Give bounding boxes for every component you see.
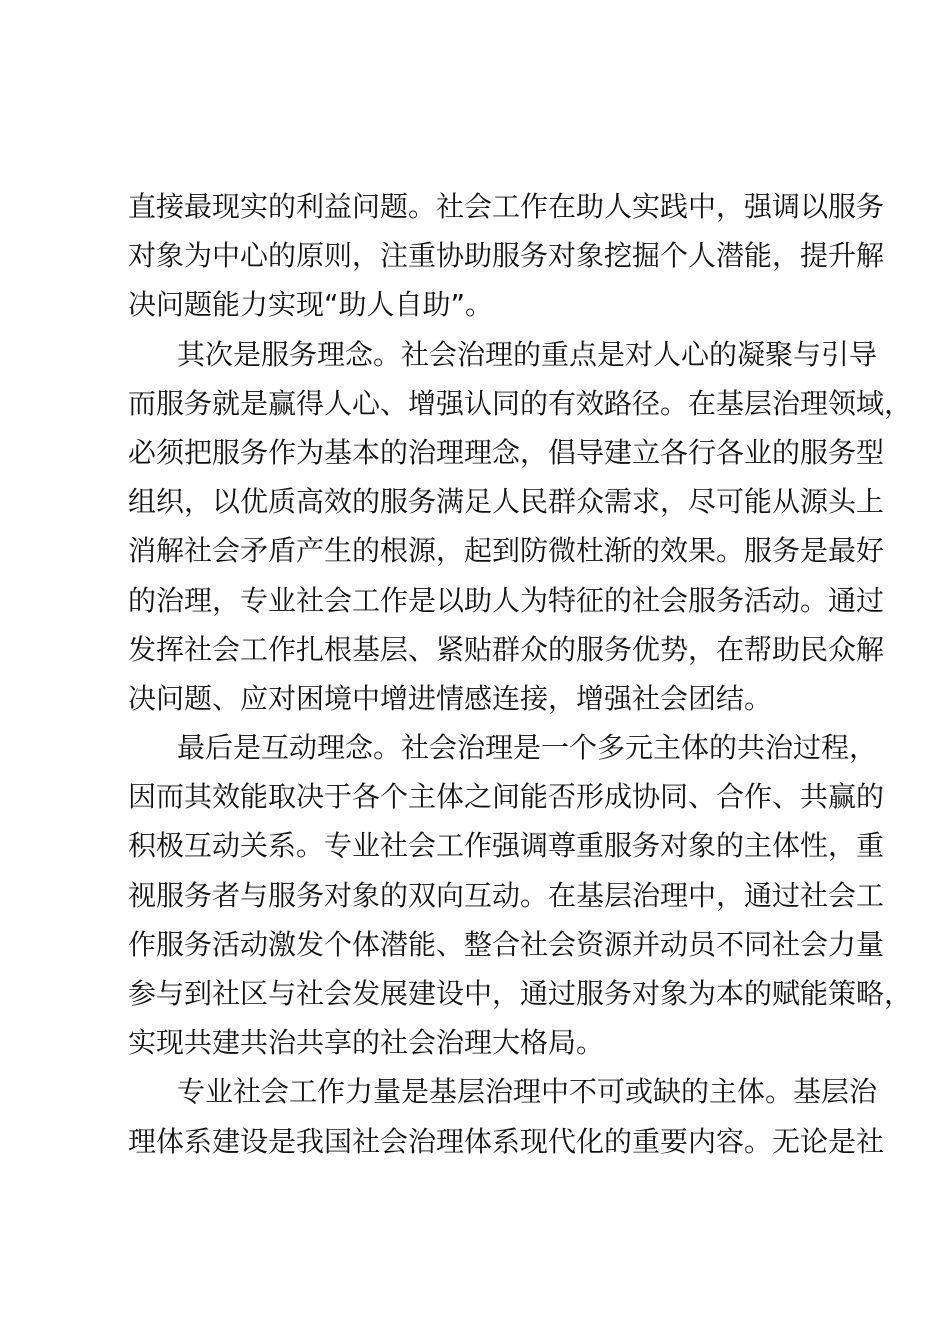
body-text [128, 182, 913, 1166]
text-line: 必须把服务作为基本的治理理念，倡导建立各行各业的服务型 [128, 435, 885, 469]
text-line: 理体系建设是我国社会治理体系现代化的重要内容。无论是社 [128, 1124, 885, 1158]
text-line: 直接最现实的利益问题。社会工作在助人实践中，强调以服务 [128, 190, 885, 223]
text-line: 组织，以优质高效的服务满足人民群众需求，尽可能从源头上 [128, 485, 885, 519]
paragraph-first-line: 最后是互动理念。社会治理是一个多元主体的共治过程， [177, 731, 878, 765]
text-line: 对象为中心的原则，注重协助服务对象挖掘个人潜能，提升解 [128, 239, 885, 273]
text-line: 决问题能力实现“助人自助”。 [128, 288, 494, 322]
text-line: 作服务活动激发个体潜能、整合社会资源并动员不同社会力量 [128, 927, 885, 961]
text-line: 发挥社会工作扎根基层、紧贴群众的服务优势，在帮助民众解 [128, 632, 885, 666]
text-line: 的治理，专业社会工作是以助人为特征的社会服务活动。通过 [128, 583, 885, 617]
paragraph-first-line: 其次是服务理念。社会治理的重点是对人心的凝聚与引导 [177, 337, 878, 371]
text-line: 消解社会矛盾产生的根源，起到防微杜渐的效果。服务是最好 [128, 534, 885, 568]
text-line: 决问题、应对困境中增进情感连接，增强社会团结。 [128, 681, 773, 715]
text-line: 积极互动关系。专业社会工作强调尊重服务对象的主体性，重 [128, 829, 885, 863]
paragraph-first-line: 专业社会工作力量是基层治理中不可或缺的主体。基层治 [177, 1075, 878, 1109]
text-line: 参与到社区与社会发展建设中，通过服务对象为本的赋能策略， [128, 977, 913, 1010]
text-line: 因而其效能取决于各个主体之间能否形成协同、合作、共赢的 [128, 780, 885, 814]
text-line: 视服务者与服务对象的双向互动。在基层治理中，通过社会工 [128, 878, 885, 912]
text-line: 而服务就是赢得人心、增强认同的有效路径。在基层治理领域， [128, 386, 913, 420]
text-line: 实现共建共治共享的社会治理大格局。 [128, 1026, 605, 1060]
